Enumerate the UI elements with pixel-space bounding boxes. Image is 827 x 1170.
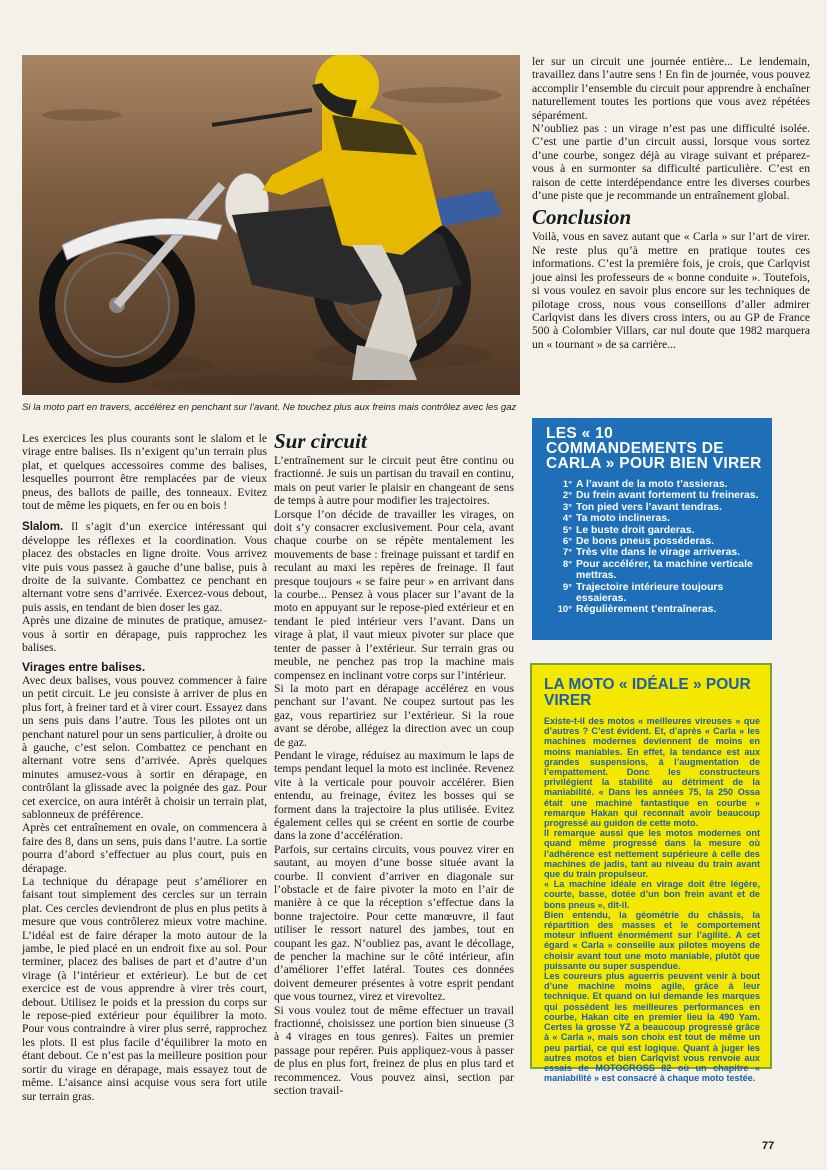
- paragraph: Après cet entraînement en ovale, on commencera à faire des 8, dans un sens, puis dans l’autre. La sortie pourra d’abord s’effectuer au plus court, puis en dérapage.: [22, 821, 267, 875]
- list-item: [550, 559, 762, 582]
- item-text: Trajectoire intérieure toujours essaieras.: [576, 581, 724, 605]
- photo-caption: Si la moto part en travers, accélérez en penchant sur l’avant. Ne touchez plus aux freins mais contrôlez avec les gaz: [22, 402, 517, 413]
- paragraph: Si vous voulez tout de même effectuer un travail fractionné, choisissez une portion bien sinueuse (3 à 4 virages en tous genres). Faites un premier passage pour repérer. Puis appliquez-vous à passer de plus en plus fort, freinez de plus en plus tard et recommencez. Vous pouvez ainsi, section par section travail-: [274, 1003, 514, 1098]
- item-number: 8°: [562, 558, 572, 570]
- item-number: 10°: [557, 604, 572, 616]
- item-text: Ta moto inclineras.: [576, 513, 670, 525]
- item-number: 6°: [562, 536, 572, 548]
- item-number: 2°: [562, 490, 572, 502]
- paragraph: Existe-t-il des motos « meilleures vireuses » que d’autres ? C’est évident. Et, d’après « Carla » les machines modernes deviennent de moins en moins maniables. En effet, la tendance est aux grandes suspensions, à l’augmentation de l’empattement. Donc les constructeurs privilégient la stabilité au détriment de la maniabilité. « Dans les années 75, la 250 Ossa était une machine fantastique en courbe » remarque Hakan qui reconnaît avoir beaucoup progressé au guidon de cette moto.: [544, 716, 760, 829]
- paragraph: La technique du dérapage peut s’améliorer en faisant tout simplement des cercles sur un terrain plat. Ces cercles deviendront de plus en plus petits à mesure que vous contrôlerez mieux votre machine. L’idéal est de faire déraper la moto autour de la jambe, le pied placé en un endroit fixe au sol. Pour terminer, placez des balises de part et d’autre d’un virage (à l’intérieur et extérieur). Le but de cet exercice est de vous apprendre à virer très court, debout. Utilisez le poids et la pression du corps sur le repose-pied extérieur pour équilibrer la moto. Pour vous contraindre à virer plus serré, rapprochez les plots. Il est plus facile d’équilibrer la moto en étant debout. Ce n’est pas la meilleure position pour sortir du virage en dérapage, mais essayez tout de même. L’aisance ainsi acquise vous sera fort utile sur terrain gras.: [22, 875, 267, 1103]
- list-item: [550, 582, 762, 605]
- item-number: 4°: [562, 513, 572, 525]
- conclusion-paragraph: Voilà, vous en savez autant que « Carla » sur l’art de virer. Ne reste plus qu’à mettre en pratique toutes ces informations. C’est la première fois, je crois, que Carlqvist joue ainsi les professeurs de « bonne conduite ». Toutefois, si vous voulez en savoir plus encore sur les techniques de pilotage cross, nous vous conseillons d’aller admirer Carlqvist dans les divers cross inters, ou au GP de France 500 à Colombier Villars, car nul doute que 1982 marquera un « tournant » de sa carrière...: [532, 230, 810, 351]
- intro-paragraph: Les exercices les plus courants sont le slalom et le virage entre balises. Ils n’exigent qu’un terrain plus plat, et quelques accessoires comme des balises, lesquelles pourront être remplacées par de vieux pneus, des ballots de paille, des tonneaux. Evitez tout de même les piquets, en fer ou en bois !: [22, 432, 267, 513]
- paragraph: « La machine idéale en virage doit être légère, courte, basse, dotée d’un bon frein avant et de bons pneus », dit-il.: [544, 879, 760, 910]
- ideal-bike-title: LA MOTO « IDÉALE » POUR VIRER: [544, 676, 751, 709]
- motocross-rider-illustration: [22, 55, 520, 395]
- item-text: Régulièrement t’entraîneras.: [576, 604, 717, 616]
- list-item: [550, 502, 762, 513]
- slalom-heading: Slalom.: [22, 520, 64, 534]
- ten-commandments-box: [532, 418, 772, 640]
- middle-column: [274, 430, 514, 1098]
- paragraph: L’entraînement sur le circuit peut être continu ou fractionné. Je suis un partisan du travail en continu, mais on peut varier le plaisir en changeant de sens de temps à autre pour modifier les trajectoires.: [274, 454, 514, 508]
- list-item: [550, 536, 762, 547]
- commandments-list: [542, 479, 762, 616]
- motocross-photo: [22, 55, 520, 395]
- item-text: Ton pied vers l’avant tendras.: [576, 501, 722, 513]
- conclusion-heading: Conclusion: [532, 205, 632, 230]
- paragraph: Lorsque l’on décide de travailler les virages, on doit s’y consacrer exclusivement. Pour cela, avant chaque courbe on se répète mentalement les mouvements de base : freinage puissant et tardif en reculant au maxi les repères de freinage. Il faut presque toujours « se faire peur » en arrivant dans la courbe... Pensez à vous placer sur l’avant de la moto en appuyant sur le repose-pied extérieur et en tendant le pied intérieur vers l’avant. Dans un virage à plat, il vaut mieux pivoter sur place que tenter de passer à l’extérieur. Sur terrain gras ou meuble, ne penchez pas trop la machine mais compensez en inclinant votre corps sur l’intérieur.: [274, 507, 514, 682]
- ideal-bike-box: [530, 663, 772, 1084]
- item-text: Le buste droit garderas.: [576, 524, 695, 536]
- list-item: [550, 525, 762, 536]
- left-column: [22, 432, 267, 1103]
- paragraph: Si la moto part en dérapage accélérez en vous penchant sur l’avant. Ne coupez surtout pas les gaz, vous repartiriez sur l’extérieur. Si la roue avant se dérobe, allégez la direction avec un coup de gaz.: [274, 681, 514, 749]
- paragraph: Pendant le virage, réduisez au maximum le laps de temps pendant lequel la moto est inclinée. Revenez vite à la verticale pour pouvoir accélérer. Bien entendu, au freinage, évitez les bosses qui se forment dans la trajectoire la plus utilisée. Evitez également celles qui se créent en sortie de courbe dans la zone d’accélération.: [274, 748, 514, 843]
- item-text: Du frein avant fortement tu freineras.: [576, 490, 759, 502]
- paragraph: Avec deux balises, vous pouvez commencer à faire un petit circuit. Le jeu consiste à arriver de plus en plus fort, à freiner tard et à virer court. Essayez dans un sens puis dans l’autre. Tous les pilotes ont un penchant naturel pour un sens particulier, à droite ou à gauche, c’est selon. Combattez ce penchant en alternant votre sens d’arrivée. Après quelques minutes amusez-vous à sortir en dérapage, en contrôlant la glissade avec la poignée des gaz. Pour cet exercice, on aura intérêt à choisir un terrain plat, sablonneux de préférence.: [22, 673, 267, 821]
- list-item: [550, 490, 762, 501]
- item-number: 9°: [562, 581, 572, 593]
- page-number: 77: [762, 1140, 775, 1152]
- list-item: [550, 604, 762, 615]
- paragraph: Les coureurs plus aguerris peuvent venir à bout d’une machine moins agile, grâce à leur technique. Et quand on lui demande les marques qui possèdent les meilleures performances en courbe, Hakan cite en premier lieu la 490 Yam. Certes la grosse YZ a beaucoup progressé grâce à « Carla », mais son choix est tout de même un peu partial, ce qui est logique. Quant à juger les autres motos et bien Carlqvist vous renvoie aux essais de MOTOCROSS 82 où un chapitre « maniabilité » est consacré à chaque moto testée.: [544, 971, 760, 1084]
- list-item: [550, 479, 762, 490]
- item-number: 3°: [562, 501, 572, 513]
- item-number: 7°: [562, 547, 572, 559]
- paragraph: Parfois, sur certains circuits, vous pouvez virer en sautant, au moyen d’une bosse située avant la courbe. Il convient d’arriver en diagonale sur l’obstacle et de faire pivoter la moto en l’air de manière à ce que la réception s’effectue dans la bonne trajectoire. Pour cette manœuvre, il faut utiliser le ressort naturel des jambes, tout en coupant les gaz. N’oubliez pas, avant le décollage, de pencher la machine sur le côté intérieur, afin d’améliorer l’effet latéral. Toutes ces données doivent demeurer présentes à votre esprit pendant que vous tournez, virez et virevoltez.: [274, 842, 514, 1004]
- item-text: Très vite dans le virage arriveras.: [576, 547, 741, 559]
- paragraph: Après une dizaine de minutes de pratique, amusez-vous à sortir en dérapage, puis rapprochez les balises.: [22, 614, 267, 655]
- list-item: [550, 547, 762, 558]
- slalom-paragraph: [22, 520, 267, 614]
- item-text: De bons pneus posséderas.: [576, 536, 715, 548]
- paragraph: Il remarque aussi que les motos modernes ont quand même progressé dans la mesure où l’adhérence est nettement supérieure à celle des machines de jadis, tant au niveau du train avant que du train propulseur.: [544, 828, 760, 880]
- paragraph: ler sur un circuit une journée entière... Le lendemain, travaillez dans l’autre sens ! En fin de journée, vous pouvez accomplir l’ensemble du circuit pour apprendre à enchaîner naturellement toutes les portions que vous avez répétées séparément.: [532, 55, 810, 122]
- item-number: 5°: [562, 524, 572, 536]
- item-number: 1°: [562, 479, 572, 490]
- slalom-text: Il s’agit d’un exercice intéressant qui développe les réflexes et la coordination. Vous placez des obstacles en ligne droite. Vous arrivez vite puis vous passez à gauche d’une balise, puis à droite de la suivante. Combattez ce penchant en alternant votre sens d’arrivée. Exercez-vous debout, puis assis, en tendant de bien doser les gaz.: [22, 520, 267, 614]
- item-text: A l’avant de la moto t’assieras.: [576, 479, 728, 490]
- virages-heading: Virages entre balises.: [22, 659, 146, 674]
- sur-circuit-heading: Sur circuit: [274, 429, 367, 453]
- paragraph: Bien entendu, la géométrie du châssis, la répartition des masses et le comportement moteur influent énormément sur l’agilité. A cet égard « Carla » conseille aux pilotes moyens de choisir avant tout une moto maniable, plutôt que puissante ou super suspendue.: [544, 909, 760, 971]
- item-text: Pour accélérer, ta machine verticale mettras.: [576, 558, 753, 582]
- paragraph: N’oubliez pas : un virage n’est pas une difficulté isolée. C’est une partie d’un circuit aussi, lorsque vous sortez d’une courbe, songez déjà au virage suivant et préparez-vous à en surmonter sa difficulté particulière. C’est en raison de cette interdépendance entre les diverses courbes d’une piste que je recommande un entraînement global.: [532, 122, 810, 203]
- list-item: [550, 513, 762, 524]
- ten-commandments-title: LES « 10 COMMANDEMENTS DE CARLA » POUR BIEN VIRER: [546, 425, 762, 472]
- right-column-top: [532, 55, 810, 351]
